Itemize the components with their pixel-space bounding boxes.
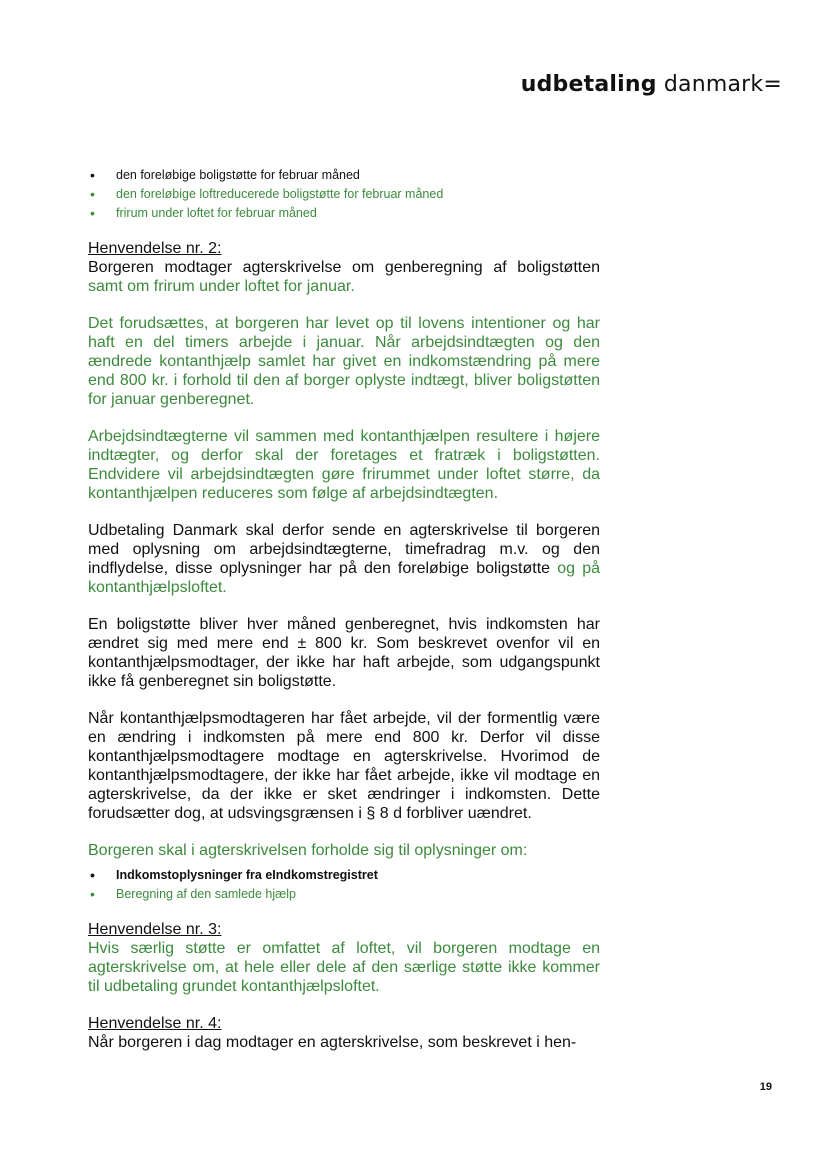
list-item: • Beregning af den samlede hjælp xyxy=(88,885,600,904)
udbetaling-danmark-logo xyxy=(521,72,782,97)
page-number: 19 xyxy=(759,1081,772,1093)
bullet-list-top xyxy=(88,166,600,223)
paragraph-udbetaling-danmark xyxy=(88,521,600,597)
paragraph-borgeren-skal: Borgeren skal i agterskrivelsen forholde sig til oplysninger om: xyxy=(88,842,528,859)
list-item: • den foreløbige boligstøtte for februar måned xyxy=(88,166,600,185)
document-body xyxy=(88,166,600,1070)
list-item: • frirum under loftet for februar måned xyxy=(88,204,600,223)
paragraph-naar-kontanthjaelp: Når kontanthjælpsmodtageren har fået arbejde, vil der formentlig være en ændring i indkomsten på mere end 800 kr. Derfor vil disse kontanthjælpsmodtagere modtage en agterskrivelse. Hvorimod de kontanthjælpsmodtagere, der ikke har fået arbejde, ikke vil modtage en agterskrivelse, da der ikke er sket ændringer i indkomsten. Dette forudsætter dog, at udsvingsgrænsen i § 8 d forbliver uændret. xyxy=(88,710,600,822)
paragraph-boligstoette: En boligstøtte bliver hver måned genberegnet, hvis indkomsten har ændret sig med mere end ± 800 kr. Som beskrevet ovenfor vil en kontanthjælpsmodtager, der ikke har haft arbejde, som udgangspunkt ikke få genberegnet sin boligstøtte. xyxy=(88,616,600,690)
heading-henvendelse-2: Henvendelse nr. 2: xyxy=(88,240,222,257)
logo-bold-text: udbetaling xyxy=(520,72,657,97)
paragraph-forudsaettes: Det forudsættes, at borgeren har levet op til lovens intentioner og har haft en del timers arbejde i januar. Når arbejdsindtægten og den ændrede kontanthjælp samlet har givet en indkomstændring på mere end 800 kr. i forhold til den af borger oplyste indtægt, bliver boligstøtten for januar genberegnet. xyxy=(88,315,600,408)
paragraph-text: samt om frirum under loftet for januar. xyxy=(88,278,355,295)
bullet-list-mid xyxy=(88,866,600,904)
paragraph-text: Udbetaling Danmark skal derfor sende en agterskrivelse til borgeren med oplysning om arbejdsindtægterne, timefradrag m.v. og den indflydelse, disse oplysninger har på den foreløbige boligstøtte xyxy=(88,522,600,577)
heading-henvendelse-3: Henvendelse nr. 3: xyxy=(88,921,222,938)
paragraph-henvendelse-4: Når borgeren i dag modtager en agterskrivelse, som beskrevet i hen- xyxy=(88,1034,577,1051)
paragraph-henvendelse-2 xyxy=(88,258,600,296)
paragraph-henvendelse-3: Hvis særlig støtte er omfattet af loftet, vil borgeren modtage en agterskrivelse om, at hele eller dele af den særlige støtte ikke kommer til udbetaling grundet kontanthjælpsloftet. xyxy=(88,940,600,995)
list-item: • Indkomstoplysninger fra eIndkomstregistret xyxy=(88,866,600,885)
logo-light-text: danmark= xyxy=(663,72,782,97)
paragraph-arbejdsindtaegterne: Arbejdsindtægterne vil sammen med kontanthjælpen resultere i højere indtægter, og derfor skal der foretages et fratræk i boligstøtten. Endvidere vil arbejdsindtægten gøre frirummet under loftet større, da kontanthjælpen reduceres som følge af arbejdsindtægten. xyxy=(88,428,600,502)
list-item: • den foreløbige loftreducerede boligstøtte for februar måned xyxy=(88,185,600,204)
paragraph-text: Borgeren modtager agterskrivelse om genberegning af boligstøtten xyxy=(88,259,600,276)
paragraph-text: og på kontanthjælpsloftet. xyxy=(88,560,601,596)
heading-henvendelse-4: Henvendelse nr. 4: xyxy=(88,1015,222,1032)
